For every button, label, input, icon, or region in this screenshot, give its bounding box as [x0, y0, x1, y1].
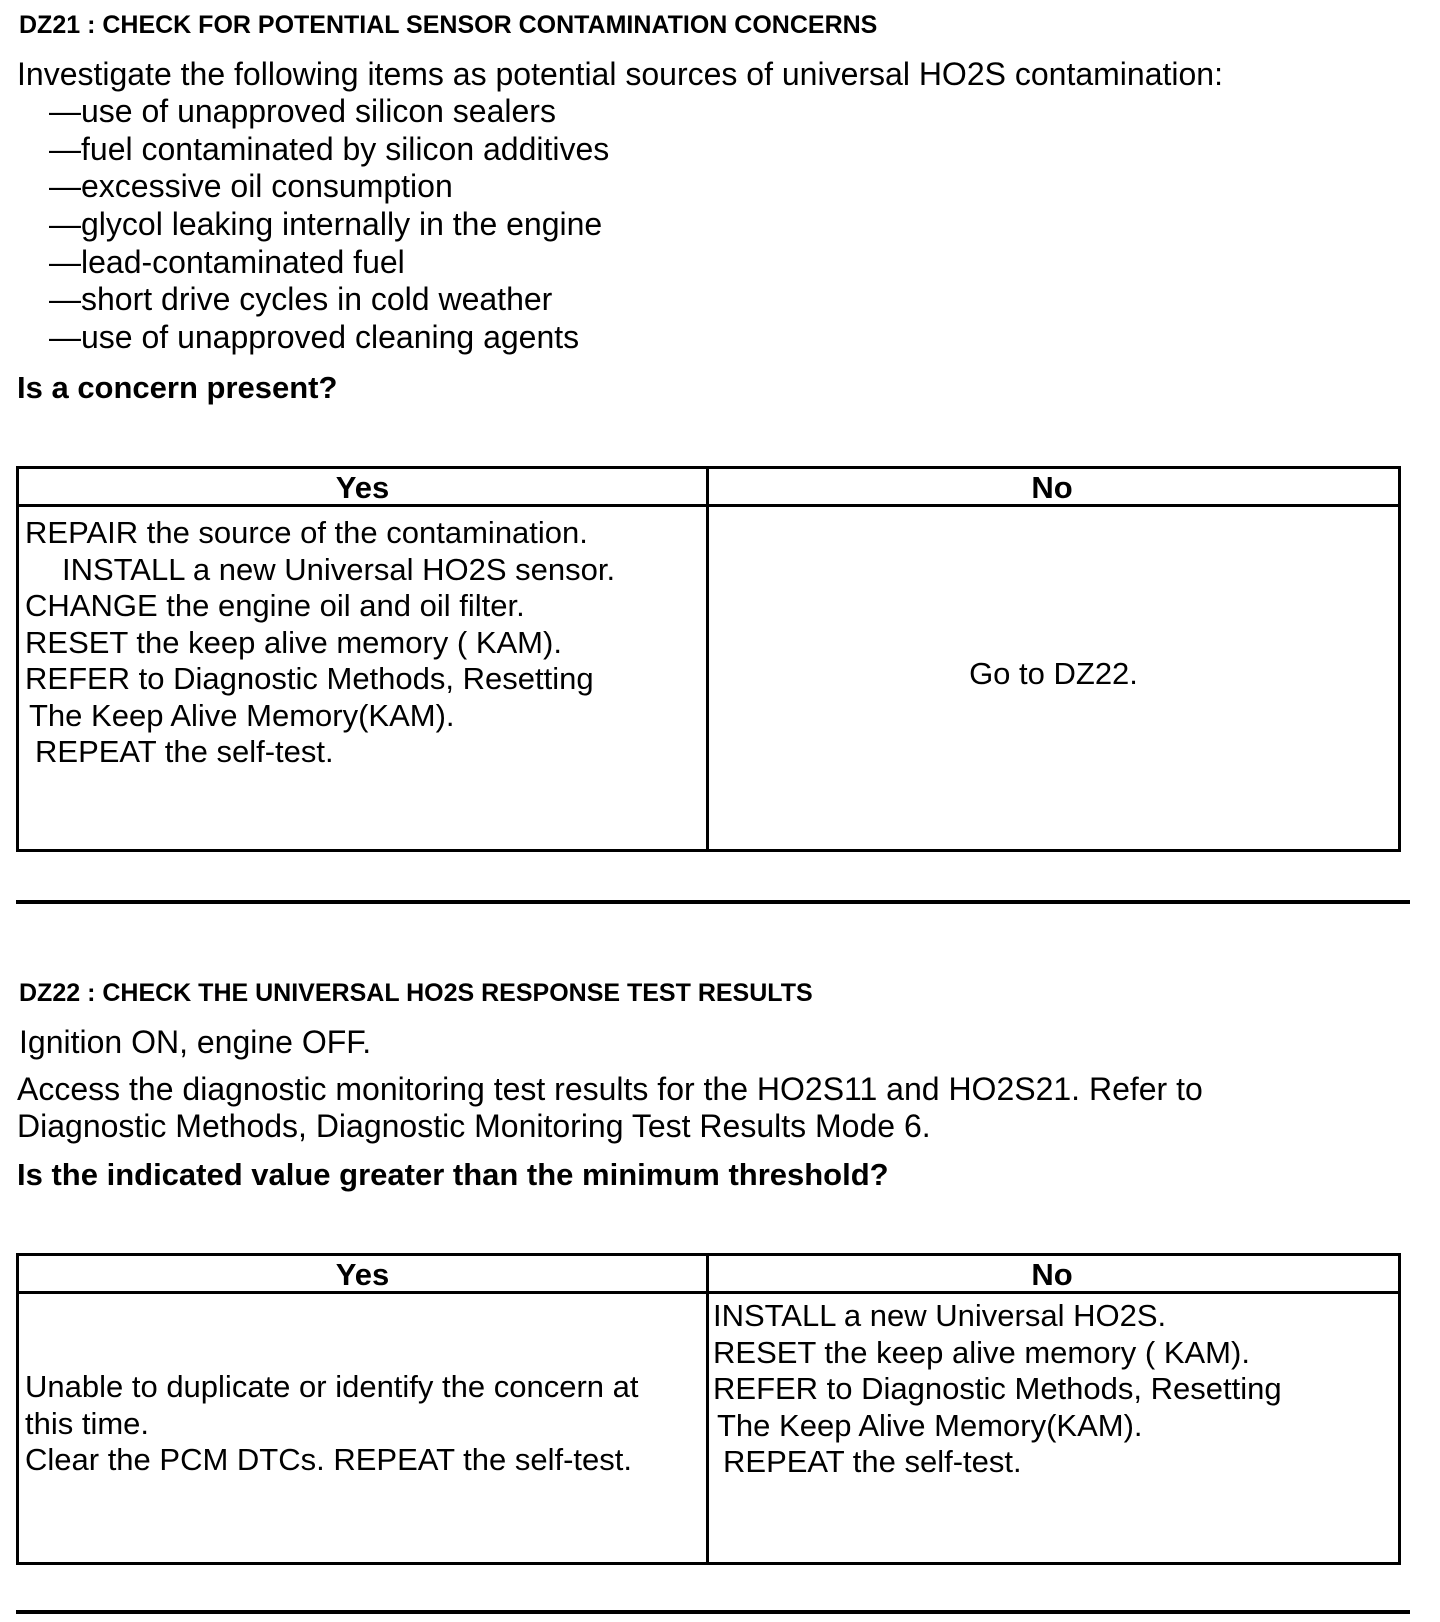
column-divider: [706, 1256, 709, 1562]
action-line: CHANGE the engine oil and oil filter.: [25, 588, 525, 623]
no-action-cell: [713, 1298, 1282, 1481]
yes-column-header: Yes: [19, 1256, 706, 1294]
step-title: DZ21 : CHECK FOR POTENTIAL SENSOR CONTAMINATION CONCERNS: [19, 11, 878, 39]
action-line: INSTALL a new Universal HO2S sensor.: [62, 551, 616, 587]
list-item: —lead-contaminated fuel: [49, 243, 405, 280]
list-item: —use of unapproved silicon sealers: [49, 93, 556, 129]
step-instruction: Access the diagnostic monitoring test results for the HO2S11 and HO2S21. Refer to: [17, 1071, 1203, 1107]
action-line: REPAIR the source of the contamination.: [25, 515, 588, 550]
yes-column-header: Yes: [19, 469, 706, 507]
step-question: Is a concern present?: [17, 370, 338, 405]
action-line: RESET the keep alive memory ( KAM).: [713, 1334, 1250, 1370]
action-line: REPEAT the self-test.: [723, 1444, 1022, 1479]
contamination-source-list: [49, 93, 609, 357]
action-line: The Keep Alive Memory(KAM).: [29, 697, 455, 733]
action-line: Unable to duplicate or identify the concern at: [25, 1369, 639, 1404]
yes-action-cell: [25, 515, 615, 771]
no-column-header: No: [706, 1256, 1398, 1294]
step-title: DZ22 : CHECK THE UNIVERSAL HO2S RESPONSE TEST RESULTS: [19, 979, 813, 1007]
no-column-header: No: [706, 469, 1398, 507]
yes-action-cell: [25, 1369, 639, 1479]
step-question: Is the indicated value greater than the minimum threshold?: [17, 1157, 889, 1192]
section-divider: [16, 1610, 1410, 1614]
list-item: —glycol leaking internally in the engine: [49, 206, 603, 243]
action-line: REFER to Diagnostic Methods, Resetting: [713, 1371, 1282, 1406]
list-item: —excessive oil consumption: [49, 168, 453, 205]
decision-table: [16, 1253, 1401, 1565]
action-line: this time.: [25, 1405, 150, 1441]
action-line: RESET the keep alive memory ( KAM).: [25, 624, 562, 660]
action-line: The Keep Alive Memory(KAM).: [717, 1407, 1143, 1443]
list-item: —fuel contaminated by silicon additives: [49, 130, 610, 167]
list-item: —use of unapproved cleaning agents: [49, 319, 580, 356]
list-item: —short drive cycles in cold weather: [49, 281, 553, 318]
action-line: REPEAT the self-test.: [35, 734, 334, 769]
step-instruction: Diagnostic Methods, Diagnostic Monitoring Test Results Mode 6.: [17, 1108, 931, 1144]
step-instruction: Ignition ON, engine OFF.: [19, 1024, 372, 1060]
action-line: INSTALL a new Universal HO2S.: [713, 1298, 1167, 1333]
section-divider: [16, 900, 1410, 904]
action-line: Clear the PCM DTCs. REPEAT the self-test.: [25, 1442, 632, 1477]
decision-table: [16, 466, 1401, 852]
action-line: REFER to Diagnostic Methods, Resetting: [25, 661, 594, 696]
step-intro: Investigate the following items as potential sources of universal HO2S contamination:: [17, 56, 1223, 92]
no-action-cell: Go to DZ22.: [969, 656, 1138, 691]
